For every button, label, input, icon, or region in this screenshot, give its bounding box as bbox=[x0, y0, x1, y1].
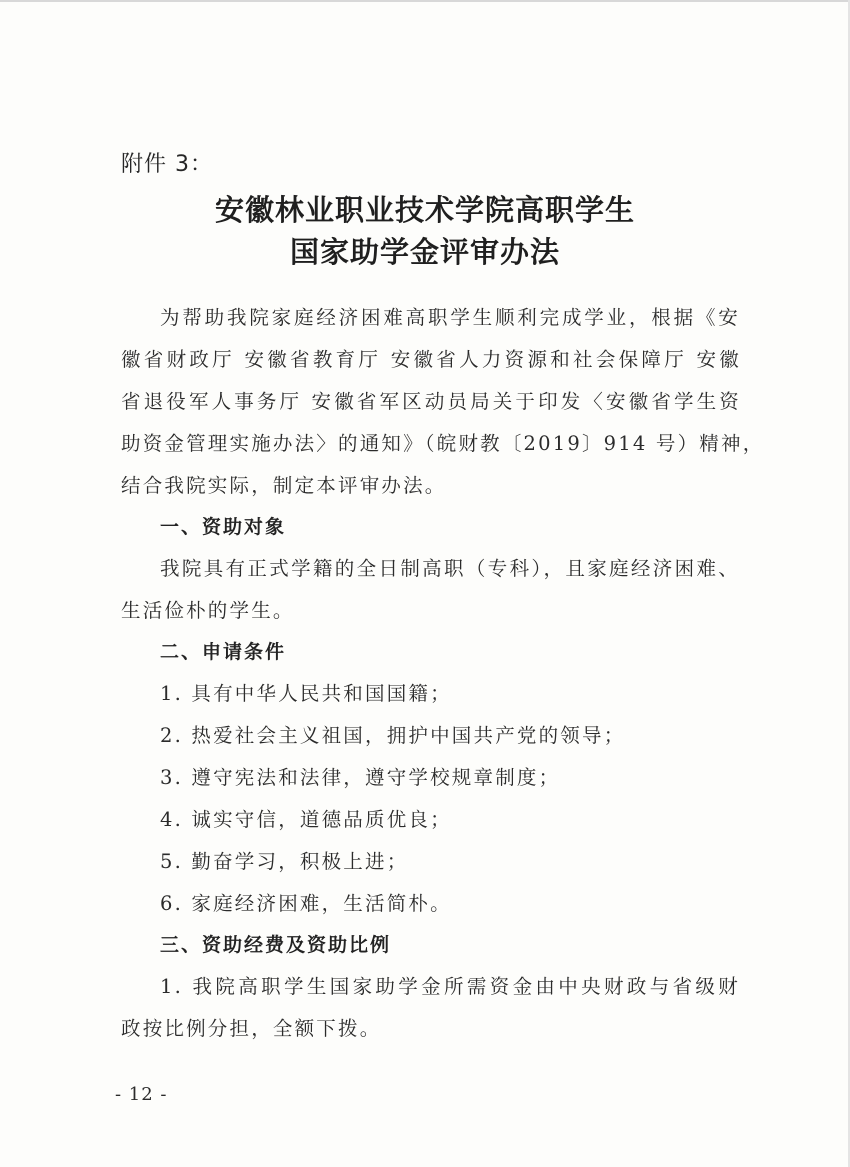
condition-item-4: 4. 诚实守信，道德品质优良； bbox=[160, 808, 452, 831]
intro-line-1: 为帮助我院家庭经济困难高职学生顺利完成学业，根据《安 bbox=[160, 306, 740, 329]
section1-line-1: 我院具有正式学籍的全日制高职（专科），且家庭经济困难、 bbox=[160, 557, 740, 580]
condition-item-5: 5. 勤奋学习，积极上进； bbox=[160, 850, 409, 873]
condition-item-1: 1. 具有中华人民共和国国籍； bbox=[160, 682, 452, 705]
document-title-line-2: 国家助学金评审办法 bbox=[289, 235, 560, 269]
section-heading-1: 一、资助对象 bbox=[160, 516, 287, 538]
section3-line-1: 1. 我院高职学生国家助学金所需资金由中央财政与省级财 bbox=[160, 975, 740, 998]
condition-item-3: 3. 遵守宪法和法律，遵守学校规章制度； bbox=[160, 766, 561, 789]
section-heading-3: 三、资助经费及资助比例 bbox=[160, 934, 392, 956]
section-heading-2: 二、申请条件 bbox=[160, 641, 287, 663]
section1-line-2: 生活俭朴的学生。 bbox=[121, 599, 295, 622]
intro-line-5: 结合我院实际，制定本评审办法。 bbox=[121, 474, 447, 497]
page-number: - 12 - bbox=[115, 1084, 168, 1105]
condition-item-2: 2. 热爱社会主义祖国，拥护中国共产党的领导； bbox=[160, 724, 626, 747]
section3-line-2: 政按比例分担，全额下拨。 bbox=[121, 1017, 382, 1040]
document-title-line-1: 安徽林业职业技术学院高职学生 bbox=[214, 193, 635, 227]
intro-line-4: 助资金管理实施办法〉的通知》（皖财教〔2019〕914 号）精神， bbox=[121, 432, 765, 455]
intro-line-2: 徽省财政厅 安徽省教育厅 安徽省人力资源和社会保障厅 安徽 bbox=[121, 348, 741, 371]
condition-item-6: 6. 家庭经济困难，生活简朴。 bbox=[160, 892, 452, 915]
attachment-label: 附件 3： bbox=[121, 152, 213, 177]
scan-edge-top bbox=[0, 0, 850, 2]
intro-line-3: 省退役军人事务厅 安徽省军区动员局关于印发〈安徽省学生资 bbox=[121, 390, 741, 413]
